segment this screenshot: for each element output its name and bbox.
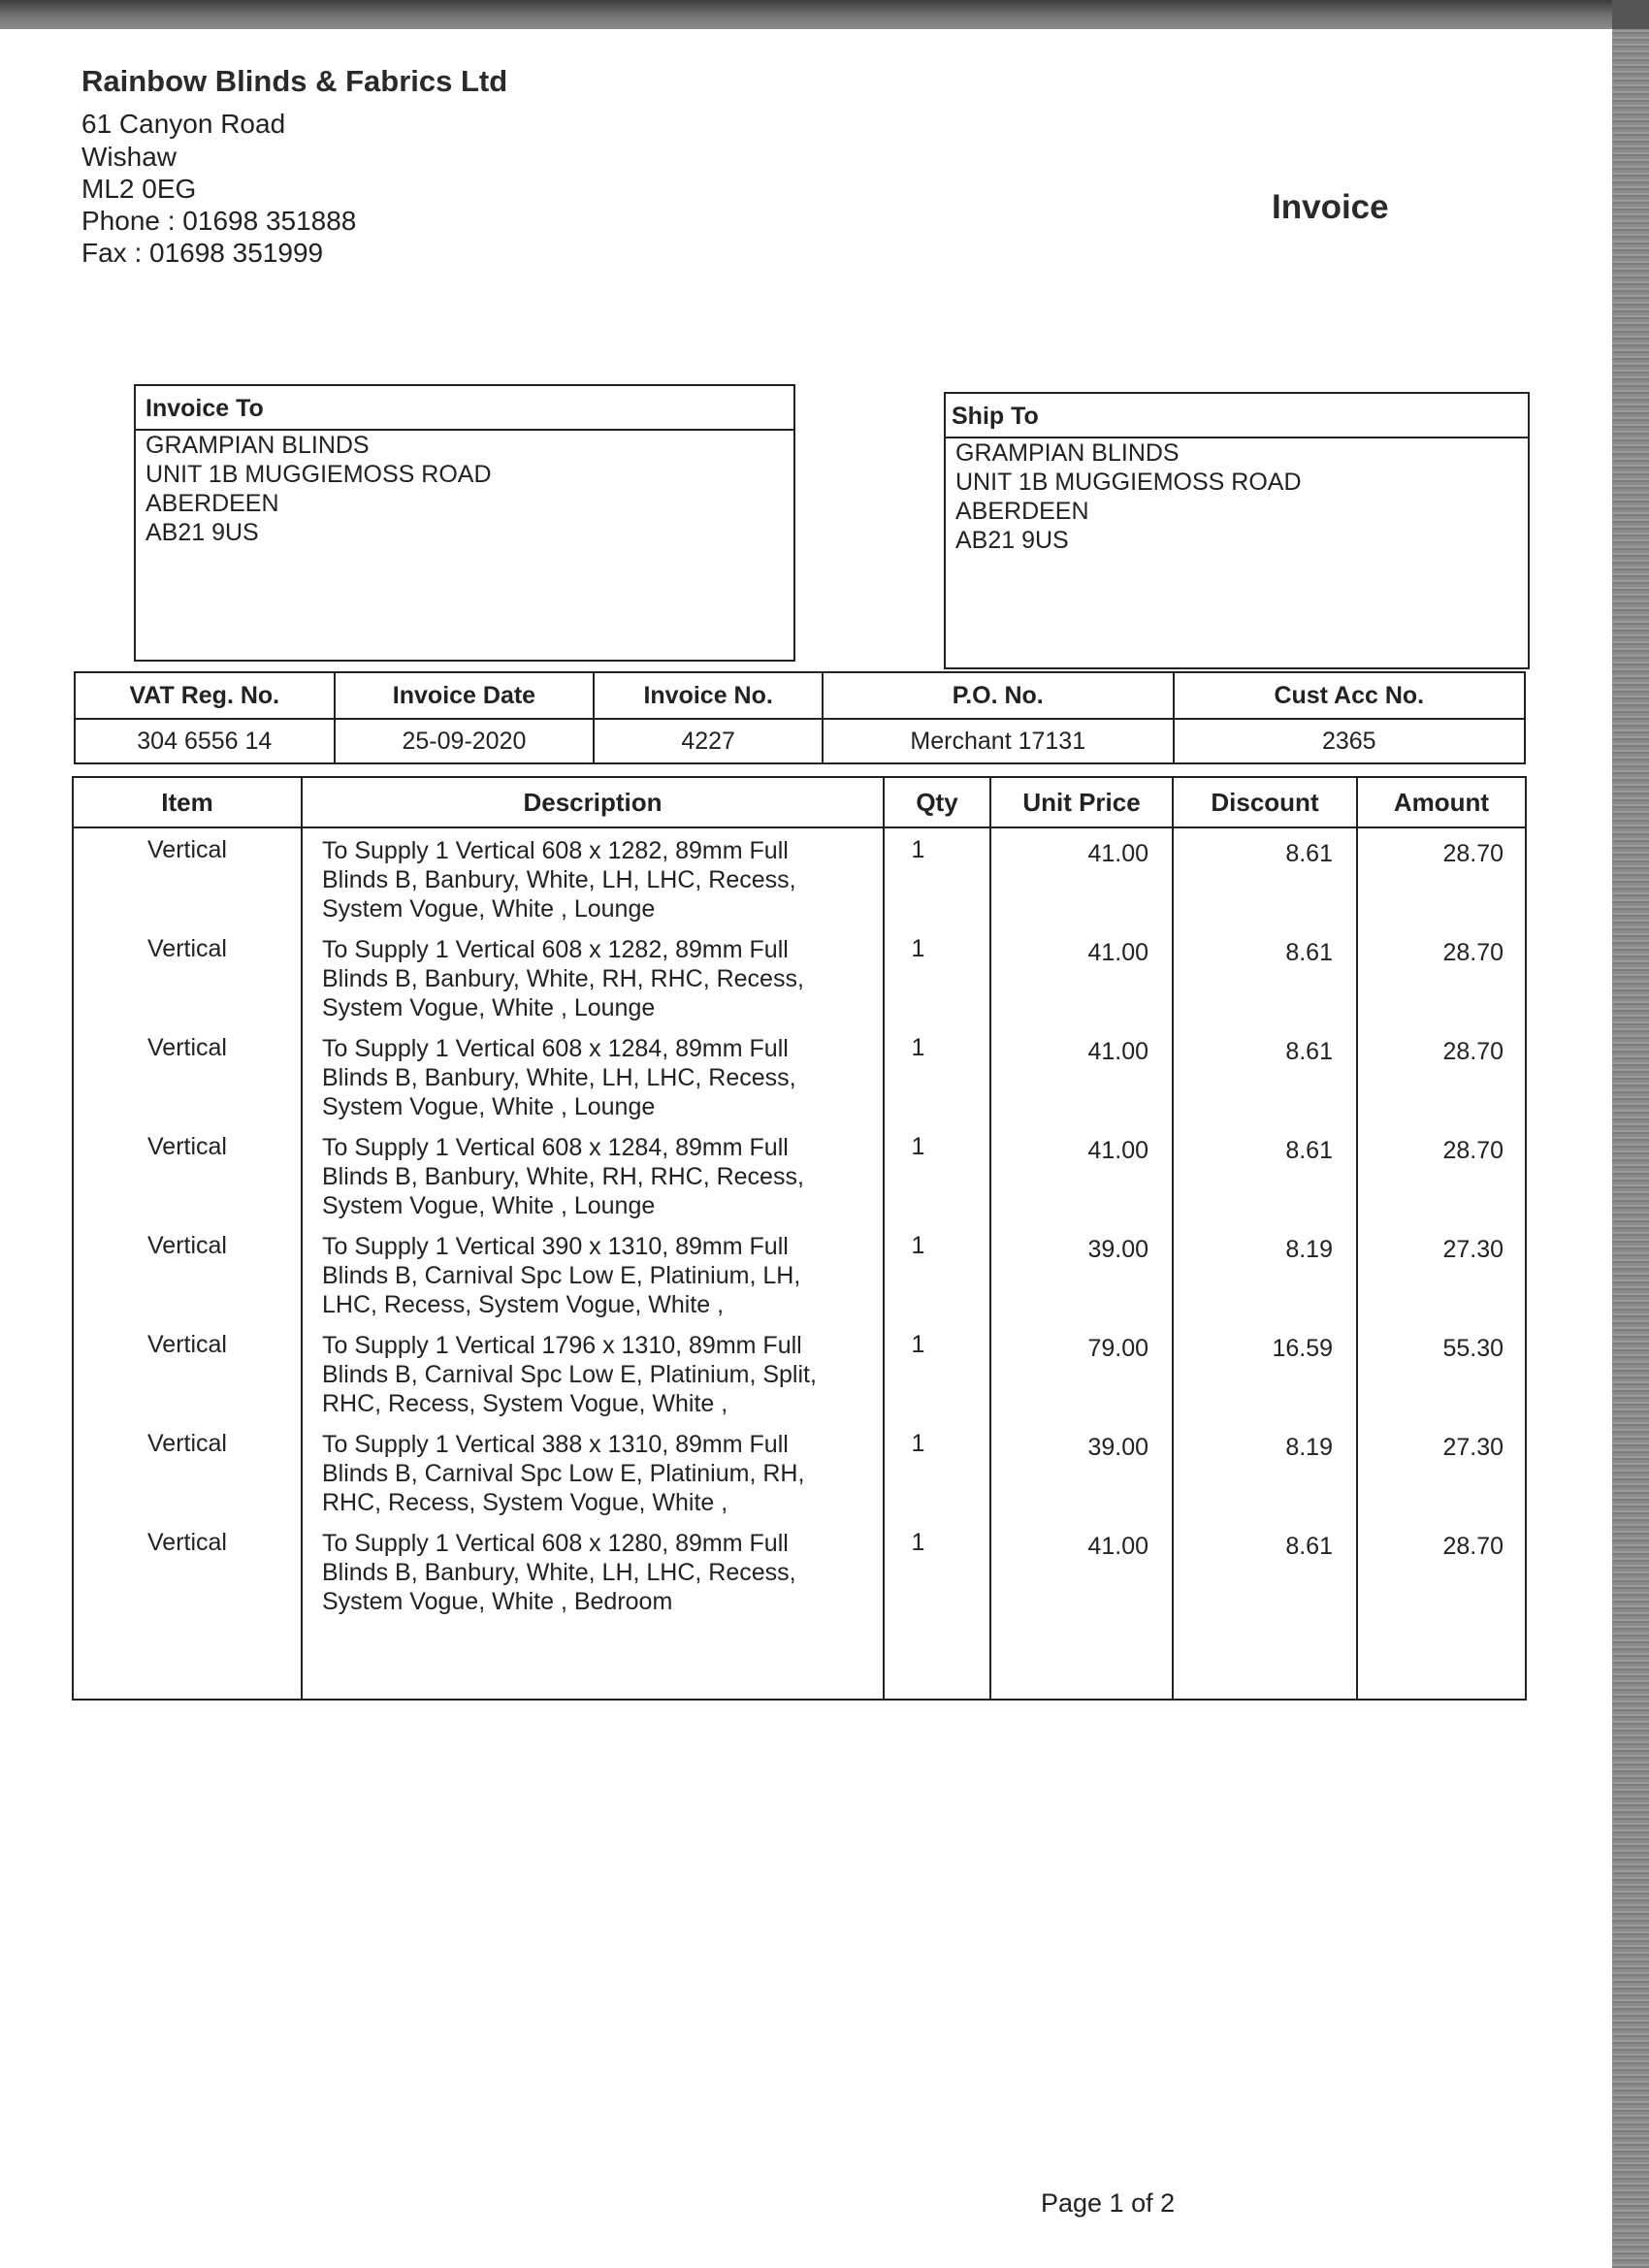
line-item-type: Vertical: [73, 1323, 302, 1422]
line-item-row: [73, 1224, 1526, 1323]
description-line: Blinds B, Banbury, White, LH, LHC, Recess,: [322, 1064, 796, 1091]
line-item-qty: 1: [884, 1224, 990, 1323]
page-indicator: Page 1 of 2: [1041, 2188, 1176, 2218]
description-line: To Supply 1 Vertical 608 x 1284, 89mm Full: [322, 1035, 789, 1062]
line-item-row: [73, 1323, 1526, 1422]
line-item-description: [302, 1323, 884, 1422]
line-item-qty: 1: [884, 1323, 990, 1422]
line-item-amount: 27.30: [1357, 1422, 1526, 1521]
line-item-discount: 8.61: [1173, 1125, 1357, 1224]
line-item-type: Vertical: [73, 927, 302, 1026]
line-item-qty: 1: [884, 1422, 990, 1521]
line-item-description: [302, 1224, 884, 1323]
description-line: Blinds B, Banbury, White, RH, RHC, Recess,: [322, 1163, 804, 1190]
line-item-qty: 1: [884, 1521, 990, 1700]
company-phone: Phone : 01698 351888: [81, 206, 357, 236]
meta-header-po-no: P.O. No.: [823, 672, 1174, 719]
ship-to-line: AB21 9US: [955, 527, 1069, 554]
items-header-amount: Amount: [1357, 777, 1526, 827]
company-address-line: 61 Canyon Road: [81, 109, 286, 139]
items-header-qty: Qty: [884, 777, 990, 827]
description-line: To Supply 1 Vertical 608 x 1282, 89mm Full: [322, 837, 789, 864]
invoice-meta-table: [74, 671, 1526, 764]
invoice-to-heading: Invoice To: [136, 386, 793, 431]
invoice-to-line: UNIT 1B MUGGIEMOSS ROAD: [146, 461, 492, 488]
scan-border-top: [0, 0, 1649, 29]
line-item-amount: 28.70: [1357, 1125, 1526, 1224]
description-line: System Vogue, White , Lounge: [322, 895, 656, 923]
line-item-qty: 1: [884, 1125, 990, 1224]
line-item-row: [73, 827, 1526, 927]
description-line: RHC, Recess, System Vogue, White ,: [322, 1390, 728, 1417]
description-line: Blinds B, Carnival Spc Low E, Platinium, RH,: [322, 1460, 805, 1487]
ship-to-box: [944, 392, 1530, 669]
line-item-discount: 8.61: [1173, 927, 1357, 1026]
items-header-unit-price: Unit Price: [990, 777, 1173, 827]
line-item-discount: 8.61: [1173, 1026, 1357, 1125]
invoice-to-line: GRAMPIAN BLINDS: [146, 432, 370, 459]
description-line: To Supply 1 Vertical 608 x 1280, 89mm Full: [322, 1530, 789, 1557]
ship-to-line: GRAMPIAN BLINDS: [955, 439, 1180, 467]
meta-header-cust-acc: Cust Acc No.: [1174, 672, 1525, 719]
invoice-to-line: ABERDEEN: [146, 490, 279, 517]
line-item-qty: 1: [884, 1026, 990, 1125]
description-line: LHC, Recess, System Vogue, White ,: [322, 1291, 725, 1318]
po-number: Merchant 17131: [823, 719, 1174, 763]
description-line: Blinds B, Carnival Spc Low E, Platinium, LH,: [322, 1262, 801, 1289]
vat-reg-no: 304 6556 14: [75, 719, 335, 763]
description-line: To Supply 1 Vertical 390 x 1310, 89mm Full: [322, 1233, 789, 1260]
scan-border-corner: [1612, 0, 1649, 29]
meta-header-invoice-date: Invoice Date: [335, 672, 595, 719]
invoice-date: 25-09-2020: [335, 719, 595, 763]
line-item-discount: 8.19: [1173, 1422, 1357, 1521]
line-item-amount: 55.30: [1357, 1323, 1526, 1422]
line-item-row: [73, 1026, 1526, 1125]
line-item-unit-price: 41.00: [990, 827, 1173, 927]
company-name: Rainbow Blinds & Fabrics Ltd: [81, 64, 508, 98]
line-item-discount: 8.61: [1173, 827, 1357, 927]
meta-header-vat: VAT Reg. No.: [75, 672, 335, 719]
items-header-discount: Discount: [1173, 777, 1357, 827]
customer-account-number: 2365: [1174, 719, 1525, 763]
line-item-type: Vertical: [73, 1521, 302, 1700]
line-item-discount: 16.59: [1173, 1323, 1357, 1422]
line-item-row: [73, 1521, 1526, 1700]
items-header-description: Description: [302, 777, 884, 827]
line-item-description: [302, 1026, 884, 1125]
line-item-row: [73, 927, 1526, 1026]
line-item-type: Vertical: [73, 1026, 302, 1125]
line-item-description: [302, 1521, 884, 1700]
line-item-amount: 28.70: [1357, 1026, 1526, 1125]
description-line: To Supply 1 Vertical 388 x 1310, 89mm Full: [322, 1431, 789, 1458]
line-item-unit-price: 41.00: [990, 1125, 1173, 1224]
line-item-row: [73, 1125, 1526, 1224]
description-line: Blinds B, Banbury, White, RH, RHC, Recess,: [322, 965, 804, 992]
line-item-qty: 1: [884, 827, 990, 927]
line-item-unit-price: 41.00: [990, 1026, 1173, 1125]
line-item-description: [302, 1422, 884, 1521]
line-item-amount: 28.70: [1357, 927, 1526, 1026]
items-header-row: [73, 777, 1526, 827]
line-item-type: Vertical: [73, 827, 302, 927]
description-line: To Supply 1 Vertical 608 x 1282, 89mm Full: [322, 936, 789, 963]
invoice-number: 4227: [594, 719, 823, 763]
document-title: Invoice: [1272, 188, 1389, 226]
ship-to-line: ABERDEEN: [955, 498, 1089, 525]
description-line: Blinds B, Banbury, White, LH, LHC, Recess,: [322, 1559, 796, 1586]
line-item-amount: 28.70: [1357, 827, 1526, 927]
invoice-to-line: AB21 9US: [146, 519, 259, 546]
description-line: System Vogue, White , Lounge: [322, 994, 656, 1021]
ship-to-heading: Ship To: [946, 394, 1528, 438]
line-item-unit-price: 41.00: [990, 1521, 1173, 1700]
description-line: To Supply 1 Vertical 1796 x 1310, 89mm Full: [322, 1332, 802, 1359]
line-item-type: Vertical: [73, 1224, 302, 1323]
line-item-type: Vertical: [73, 1422, 302, 1521]
line-item-type: Vertical: [73, 1125, 302, 1224]
description-line: System Vogue, White , Lounge: [322, 1192, 656, 1219]
company-address-line: Wishaw: [81, 142, 178, 172]
invoice-to-box: [134, 384, 795, 662]
line-item-unit-price: 39.00: [990, 1224, 1173, 1323]
description-line: To Supply 1 Vertical 608 x 1284, 89mm Full: [322, 1134, 789, 1161]
meta-header-invoice-no: Invoice No.: [594, 672, 823, 719]
description-line: Blinds B, Carnival Spc Low E, Platinium, Split,: [322, 1361, 817, 1388]
description-line: RHC, Recess, System Vogue, White ,: [322, 1489, 728, 1516]
description-line: System Vogue, White , Lounge: [322, 1093, 656, 1120]
scan-border-right: [1612, 0, 1649, 2268]
line-item-unit-price: 79.00: [990, 1323, 1173, 1422]
ship-to-line: UNIT 1B MUGGIEMOSS ROAD: [955, 469, 1302, 496]
line-item-description: [302, 927, 884, 1026]
line-item-unit-price: 39.00: [990, 1422, 1173, 1521]
line-item-amount: 28.70: [1357, 1521, 1526, 1700]
description-line: System Vogue, White , Bedroom: [322, 1588, 673, 1615]
line-item-description: [302, 1125, 884, 1224]
description-line: Blinds B, Banbury, White, LH, LHC, Recess,: [322, 866, 796, 893]
meta-value-row: [75, 719, 1525, 763]
company-fax: Fax : 01698 351999: [81, 238, 324, 268]
line-item-qty: 1: [884, 927, 990, 1026]
items-header-item: Item: [73, 777, 302, 827]
line-items-table: [72, 776, 1527, 1701]
line-item-description: [302, 827, 884, 927]
company-address-line: ML2 0EG: [81, 174, 197, 204]
line-item-amount: 27.30: [1357, 1224, 1526, 1323]
line-item-discount: 8.19: [1173, 1224, 1357, 1323]
meta-header-row: [75, 672, 1525, 719]
line-item-unit-price: 41.00: [990, 927, 1173, 1026]
line-item-row: [73, 1422, 1526, 1521]
line-item-discount: 8.61: [1173, 1521, 1357, 1700]
